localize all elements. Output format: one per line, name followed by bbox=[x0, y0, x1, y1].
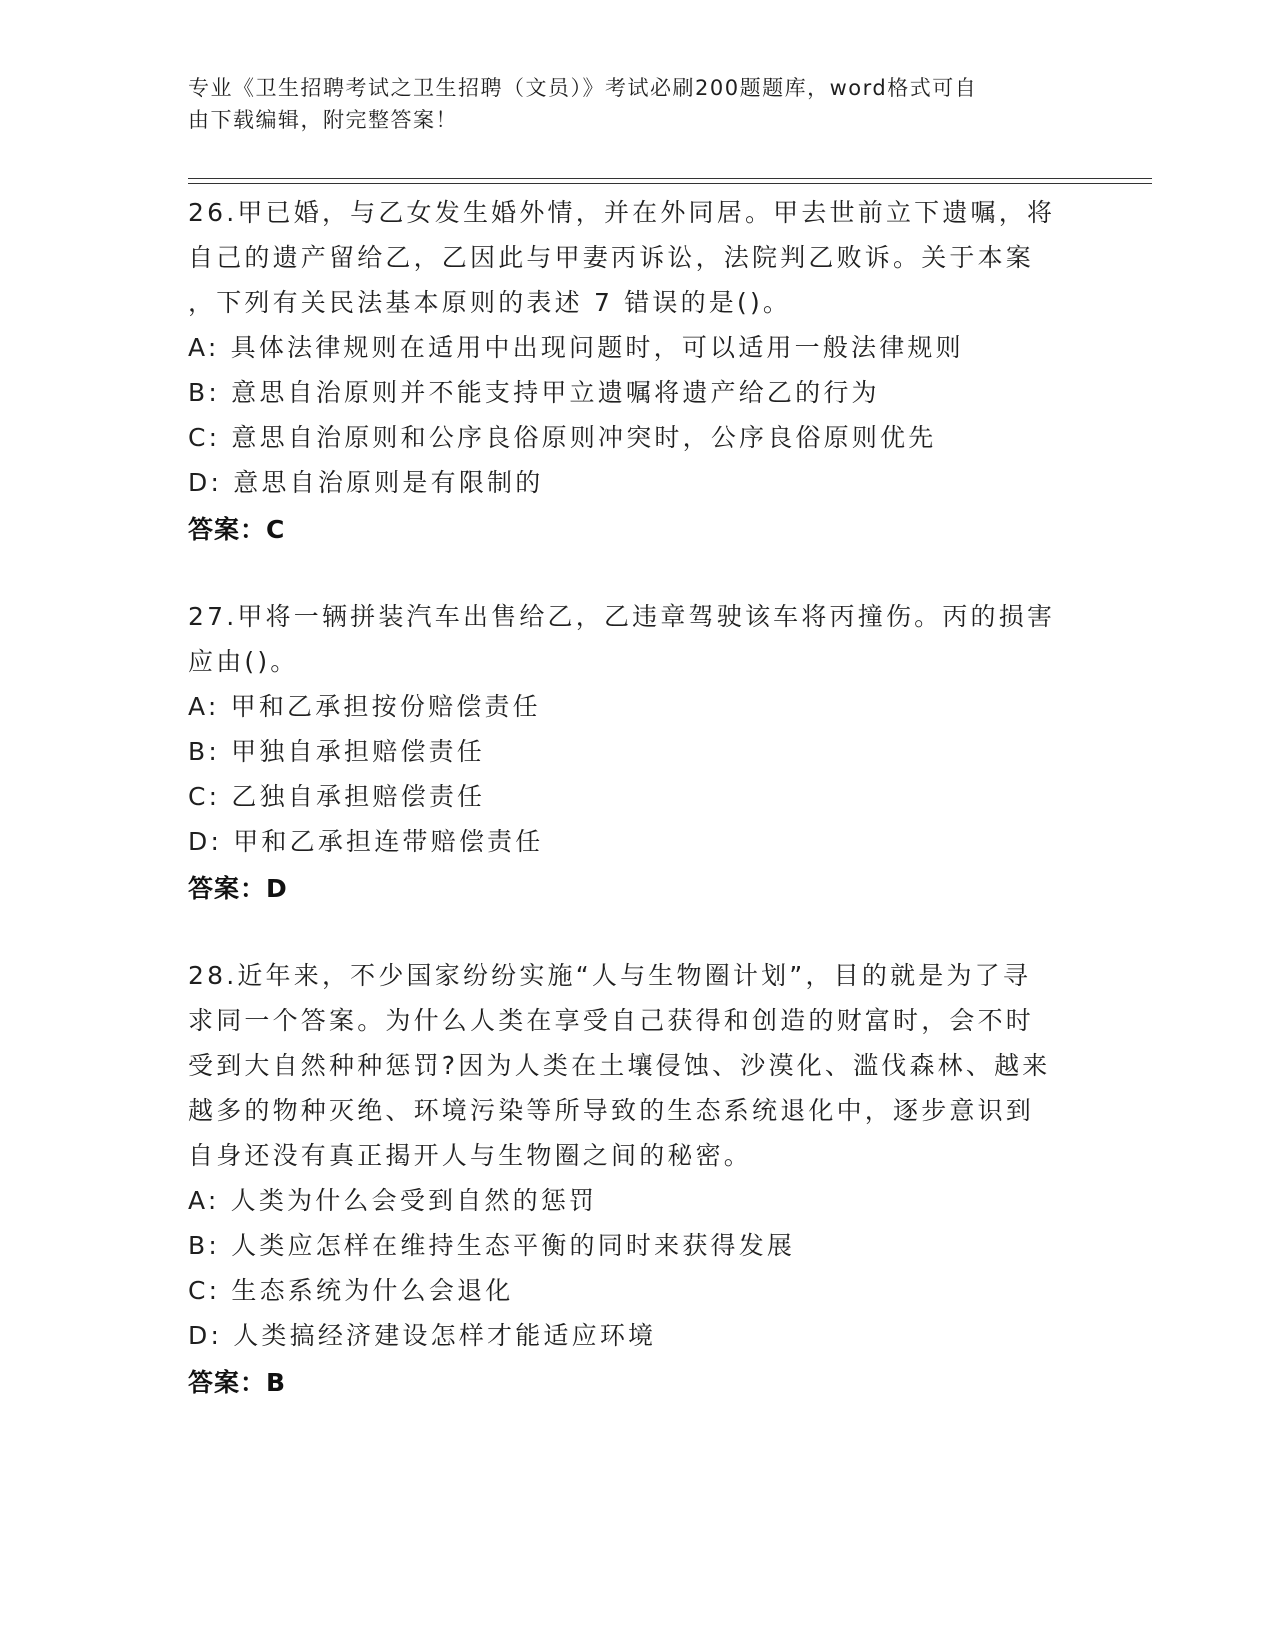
question-stem-line: ，下列有关民法基本原则的表述 7 错误的是()。 bbox=[188, 288, 792, 317]
answer-label: 答案：D bbox=[188, 874, 288, 903]
question-26 bbox=[188, 190, 1088, 552]
option-a: A: 人类为什么会受到自然的惩罚 bbox=[188, 1186, 598, 1215]
option-b: B: 人类应怎样在维持生态平衡的同时来获得发展 bbox=[188, 1231, 796, 1260]
header-line-2: 由下载编辑，附完整答案！ bbox=[188, 108, 458, 132]
option-d: D: 意思自治原则是有限制的 bbox=[188, 468, 544, 497]
question-stem-line: 28.近年来，不少国家纷纷实施“人与生物圈计划”，目的就是为了寻 bbox=[188, 961, 1032, 990]
question-stem-line: 自己的遗产留给乙，乙因此与甲妻丙诉讼，法院判乙败诉。关于本案 bbox=[188, 243, 1035, 272]
question-stem-line: 求同一个答案。为什么人类在享受自己获得和创造的财富时，会不时 bbox=[188, 1006, 1035, 1035]
option-c: C: 生态系统为什么会退化 bbox=[188, 1276, 514, 1305]
question-stem-line: 越多的物种灭绝、环境污染等所导致的生态系统退化中，逐步意识到 bbox=[188, 1096, 1035, 1125]
answer-label: 答案：C bbox=[188, 515, 286, 544]
answer-label: 答案：B bbox=[188, 1368, 287, 1397]
option-d: D: 人类搞经济建设怎样才能适应环境 bbox=[188, 1321, 657, 1350]
document-header bbox=[188, 72, 1068, 136]
question-stem-line: 应由()。 bbox=[188, 647, 299, 676]
option-a: A: 甲和乙承担按份赔偿责任 bbox=[188, 692, 541, 721]
question-28 bbox=[188, 953, 1088, 1405]
header-divider bbox=[188, 178, 1152, 184]
question-list bbox=[188, 190, 1088, 1447]
option-b: B: 甲独自承担赔偿责任 bbox=[188, 737, 485, 766]
option-c: C: 乙独自承担赔偿责任 bbox=[188, 782, 486, 811]
question-stem-line: 受到大自然种种惩罚?因为人类在土壤侵蚀、沙漠化、滥伐森林、越来 bbox=[188, 1051, 1051, 1080]
question-stem-line: 26.甲已婚，与乙女发生婚外情，并在外同居。甲去世前立下遗嘱，将 bbox=[188, 198, 1056, 227]
question-stem-line: 27.甲将一辆拼装汽车出售给乙，乙违章驾驶该车将丙撞伤。丙的损害 bbox=[188, 602, 1056, 631]
option-d: D: 甲和乙承担连带赔偿责任 bbox=[188, 827, 544, 856]
question-27 bbox=[188, 594, 1088, 911]
option-c: C: 意思自治原则和公序良俗原则冲突时，公序良俗原则优先 bbox=[188, 423, 937, 452]
header-line-1: 专业《卫生招聘考试之卫生招聘（文员）》考试必刷200题题库，word格式可自 bbox=[188, 76, 978, 100]
option-a: A: 具体法律规则在适用中出现问题时，可以适用一般法律规则 bbox=[188, 333, 964, 362]
option-b: B: 意思自治原则并不能支持甲立遗嘱将遗产给乙的行为 bbox=[188, 378, 880, 407]
question-stem-line: 自身还没有真正揭开人与生物圈之间的秘密。 bbox=[188, 1141, 753, 1170]
